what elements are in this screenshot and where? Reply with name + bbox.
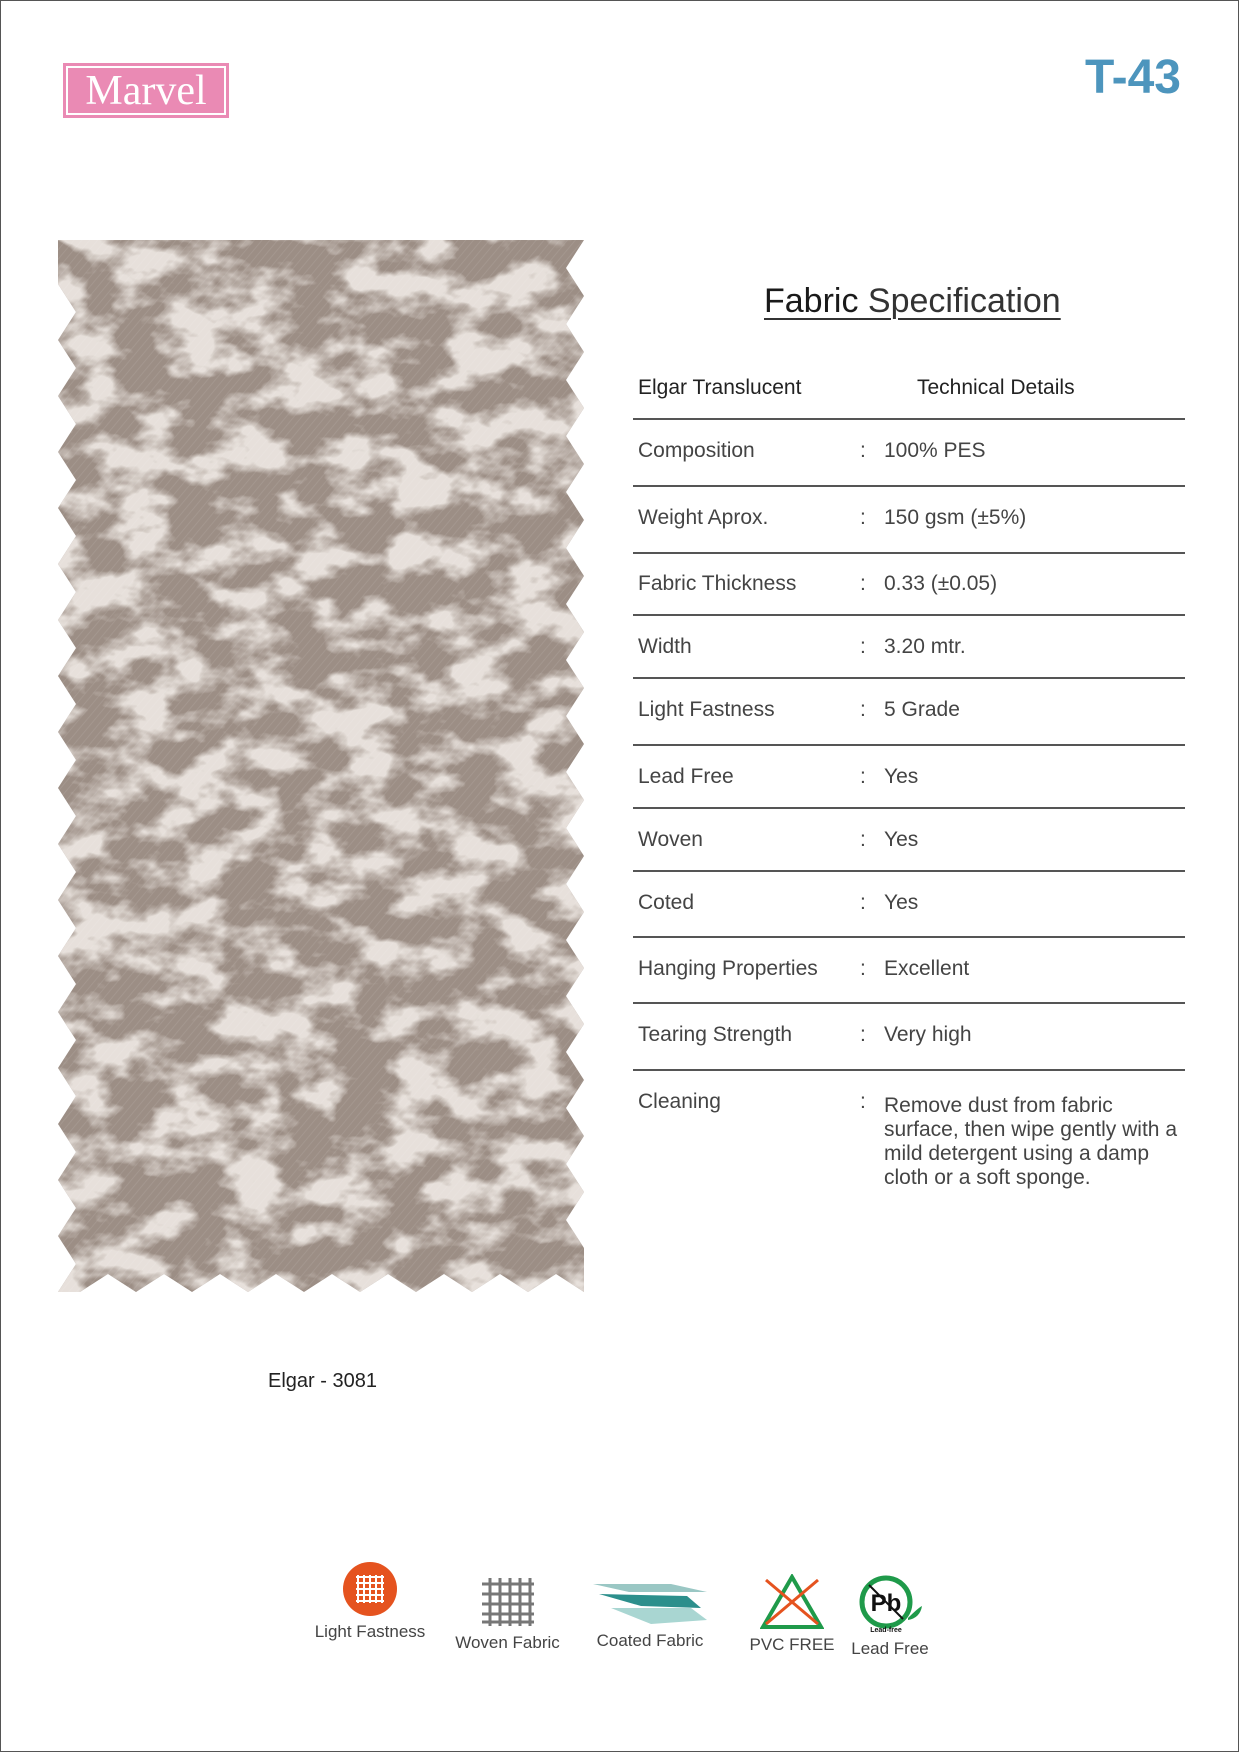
spec-header-details: Technical Details	[917, 376, 1075, 399]
spec-header-product: Elgar Translucent	[638, 376, 802, 399]
spec-value: 0.33 (±0.05)	[884, 572, 998, 595]
spec-divider	[633, 807, 1185, 809]
spec-divider	[633, 552, 1185, 554]
spec-label: Lead Free	[638, 765, 734, 788]
brand-logo-text: Marvel	[66, 66, 226, 115]
spec-divider	[633, 614, 1185, 616]
spec-label: Fabric Thickness	[638, 572, 797, 595]
spec-colon: :	[860, 828, 866, 851]
spec-colon: :	[860, 635, 866, 658]
spec-label: Composition	[638, 439, 755, 462]
lead-badge-subtext: Lead-free	[870, 1627, 902, 1634]
spec-value: 5 Grade	[884, 698, 960, 721]
badge-lead-free	[830, 1574, 950, 1659]
spec-colon: :	[860, 572, 866, 595]
lead-free-icon	[830, 1574, 950, 1639]
spec-value: Yes	[884, 828, 919, 851]
spec-divider	[633, 936, 1185, 938]
spec-title-rest: Specification	[858, 282, 1061, 320]
spec-colon: :	[860, 765, 866, 788]
spec-colon: :	[860, 957, 866, 980]
spec-divider	[633, 1069, 1185, 1071]
spec-label: Light Fastness	[638, 698, 775, 721]
spec-value: Excellent	[884, 957, 970, 980]
spec-label: Cleaning	[638, 1090, 721, 1113]
badge-label: PVC FREE	[749, 1635, 835, 1654]
spec-divider	[633, 870, 1185, 872]
spec-title	[764, 282, 1061, 321]
spec-colon: :	[860, 1023, 866, 1046]
swatch-caption: Elgar - 3081	[268, 1370, 377, 1392]
spec-colon: :	[860, 698, 866, 721]
spec-value: Yes	[884, 891, 919, 914]
spec-label: Coted	[638, 891, 695, 914]
spec-label: Width	[638, 635, 692, 658]
lead-badge-symbol: Pb	[870, 1590, 902, 1617]
swatch-weave	[58, 240, 584, 1292]
spec-colon: :	[860, 891, 866, 914]
badge-label: Light Fastness	[314, 1622, 426, 1641]
spec-divider	[633, 744, 1185, 746]
spec-label: Hanging Properties	[638, 957, 818, 980]
badge-coated-fabric	[580, 1582, 720, 1651]
layers-icon	[580, 1582, 720, 1631]
spec-table-header	[638, 376, 1188, 418]
spec-colon: :	[860, 506, 866, 529]
badge-label: Lead Free	[851, 1639, 929, 1658]
badge-woven-fabric	[440, 1576, 575, 1653]
woven-grid-icon	[440, 1576, 575, 1633]
spec-divider	[633, 677, 1185, 679]
spec-value: 100% PES	[884, 439, 986, 462]
spec-divider	[633, 485, 1185, 487]
spec-value: Very high	[884, 1023, 972, 1046]
fabric-swatch-image	[58, 240, 584, 1292]
spec-divider	[633, 1002, 1185, 1004]
sun-grid-icon	[300, 1561, 440, 1622]
badge-label: Woven Fabric	[455, 1633, 560, 1652]
badge-label: Coated Fabric	[596, 1631, 704, 1650]
spec-value: Yes	[884, 765, 919, 788]
spec-colon: :	[860, 439, 866, 462]
spec-value: Remove dust from fabric surface, then wipe gently with a mild detergent using a damp cloth or a soft sponge.	[884, 1094, 1177, 1189]
spec-title-strong: Fabric	[764, 282, 859, 320]
spec-value: 3.20 mtr.	[884, 635, 966, 658]
product-code: T-43	[1084, 51, 1181, 104]
spec-label: Woven	[638, 828, 703, 851]
brand-logo	[63, 63, 229, 118]
spec-divider	[633, 418, 1185, 420]
spec-label: Weight Aprox.	[638, 506, 769, 529]
badge-light-fastness	[300, 1561, 440, 1642]
spec-label: Tearing Strength	[638, 1023, 793, 1046]
spec-value: 150 gsm (±5%)	[884, 506, 1027, 529]
spec-colon: :	[860, 1090, 866, 1113]
